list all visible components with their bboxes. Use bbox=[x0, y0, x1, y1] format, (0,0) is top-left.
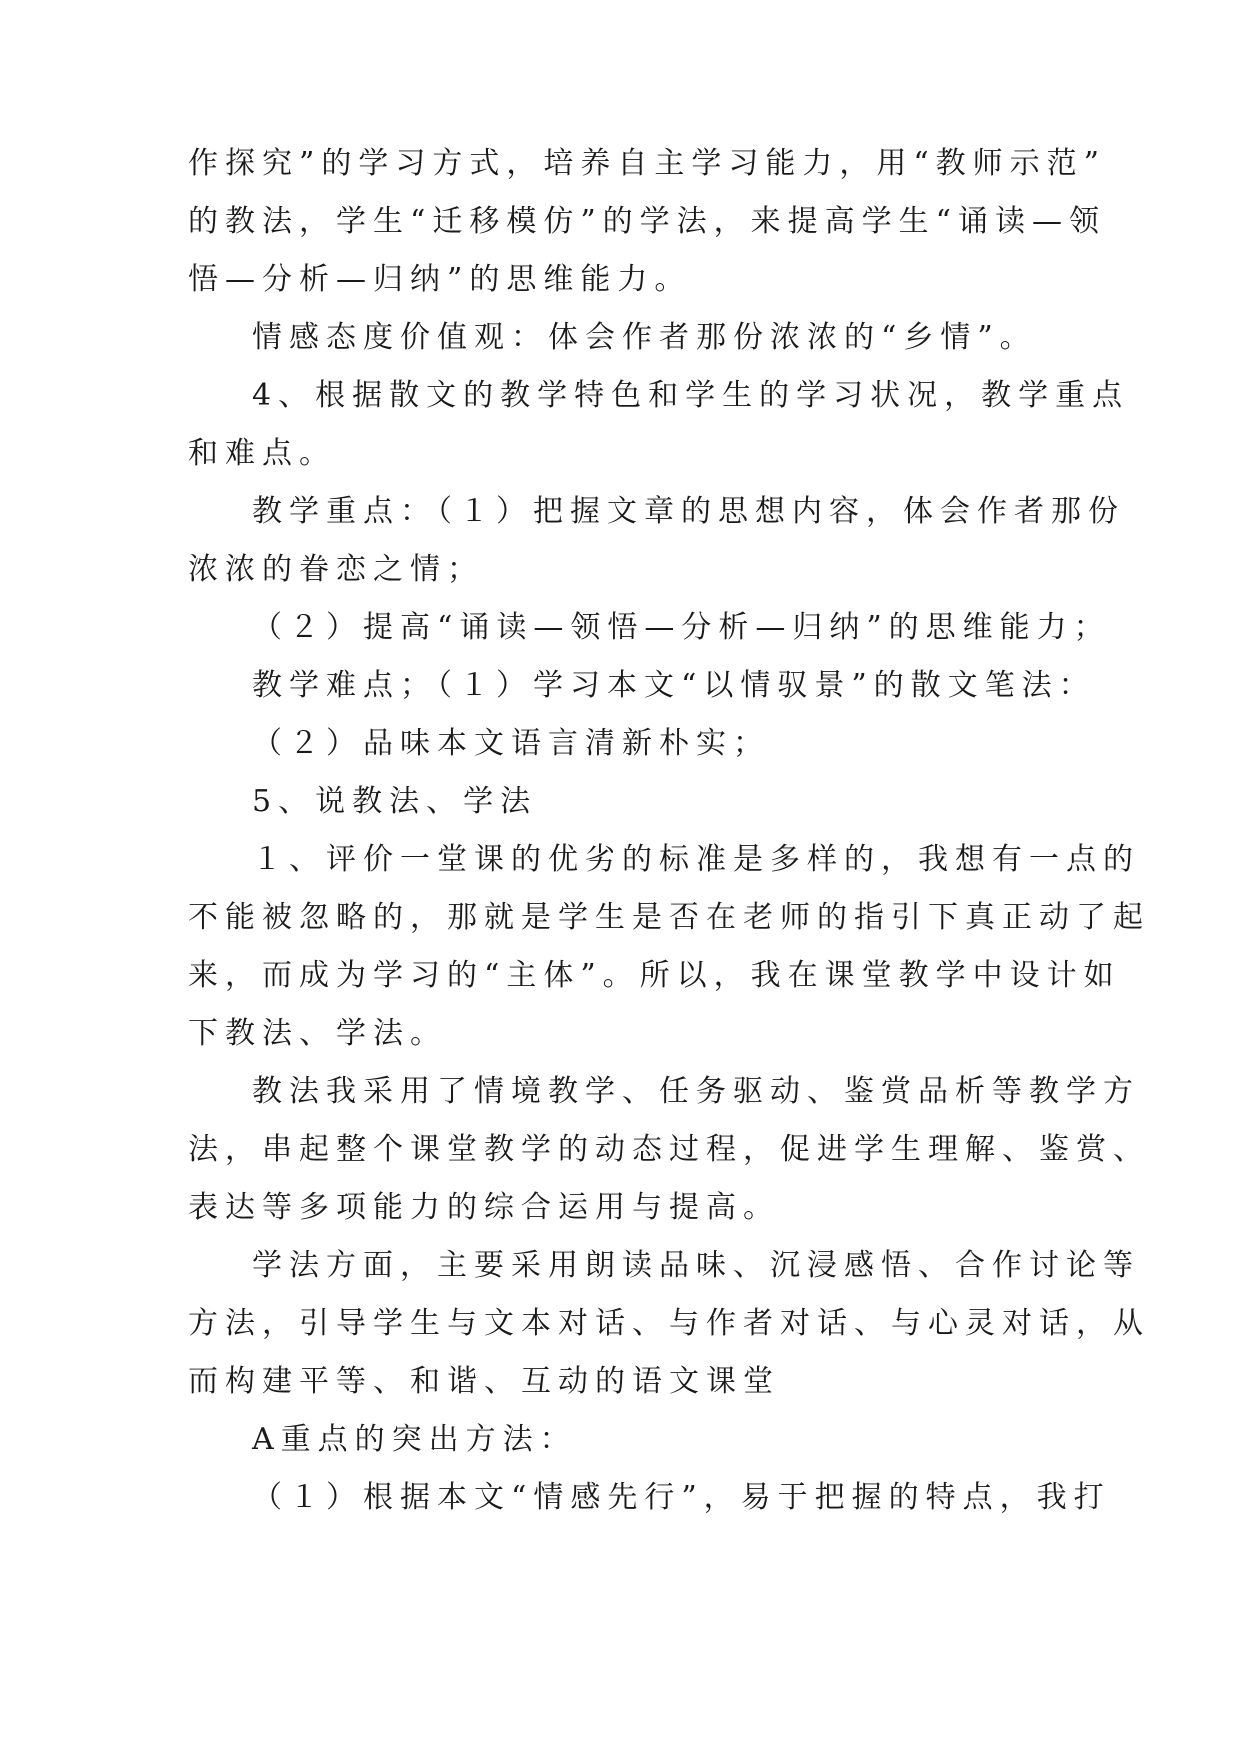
text-line: 教学难点；（１）学习本文“以情驭景”的散文笔法： bbox=[252, 668, 1096, 703]
text-line: 不能被忽略的，那就是学生是否在老师的指引下真正动了起 bbox=[188, 900, 1150, 935]
text-line: １、评价一堂课的优劣的标准是多样的，我想有一点的 bbox=[252, 842, 1140, 877]
text-line: 法，串起整个课堂教学的动态过程，促进学生理解、鉴赏、 bbox=[188, 1132, 1150, 1167]
text-line: 悟—分析—归纳”的思维能力。 bbox=[188, 262, 692, 297]
text-line: A重点的突出方法： bbox=[252, 1422, 577, 1457]
text-line: 教学重点：（１）把握文章的思想内容，体会作者那份 bbox=[252, 494, 1125, 529]
text-line: 方法，引导学生与文本对话、与作者对话、与心灵对话，从 bbox=[188, 1306, 1150, 1341]
text-line: 学法方面，主要采用朗读品味、沉浸感悟、合作讨论等 bbox=[252, 1248, 1140, 1283]
text-line: 5、说教法、学法 bbox=[252, 784, 538, 819]
text-line: （２）品味本文语言清新朴实； bbox=[252, 726, 770, 761]
text-line: 浓浓的眷恋之情； bbox=[188, 552, 484, 587]
text-line: 教法我采用了情境教学、任务驱动、鉴赏品析等教学方 bbox=[252, 1074, 1140, 1109]
text-line: 表达等多项能力的综合运用与提高。 bbox=[188, 1190, 780, 1225]
text-line: 来，而成为学习的“主体”。所以，我在课堂教学中设计如 bbox=[188, 958, 1121, 993]
text-line: 作探究”的学习方式，培养自主学习能力，用“教师示范” bbox=[188, 146, 1107, 181]
text-line: （１）根据本文“情感先行”，易于把握的特点，我打 bbox=[252, 1480, 1111, 1515]
text-line: 而构建平等、和谐、互动的语文课堂 bbox=[188, 1364, 780, 1399]
text-line: 和难点。 bbox=[188, 436, 336, 471]
text-line: （２）提高“诵读—领悟—分析—归纳”的思维能力； bbox=[252, 610, 1111, 645]
text-line: 情感态度价值观：体会作者那份浓浓的“乡情”。 bbox=[252, 320, 1037, 355]
text-line: 下教法、学法。 bbox=[188, 1016, 447, 1051]
text-line: 4、根据散文的教学特色和学生的学习状况，教学重点 bbox=[252, 378, 1130, 413]
text-line: 的教法，学生“迁移模仿”的学法，来提高学生“诵读—领 bbox=[188, 204, 1107, 239]
